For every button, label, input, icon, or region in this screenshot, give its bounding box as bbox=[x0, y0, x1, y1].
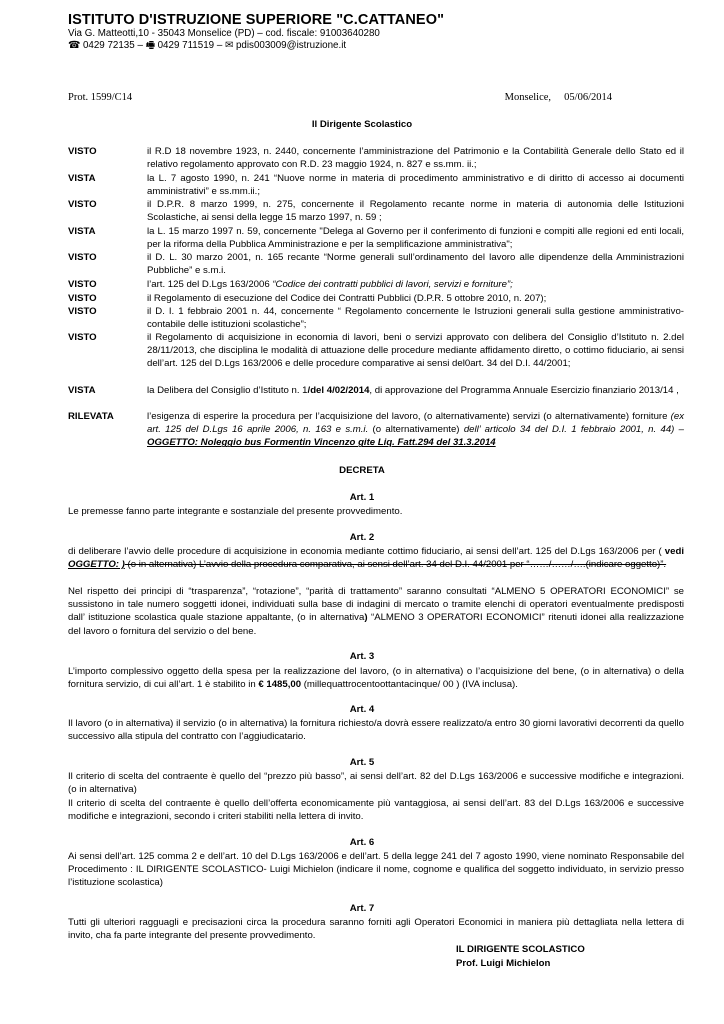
signature-role: IL DIRIGENTE SCOLASTICO bbox=[456, 944, 585, 955]
premise-key: VISTO bbox=[68, 332, 97, 343]
article-text-part: “ALMENO 3 OPERATORI ECONOMICI” ritenuti idonei alla realizzazione del lavoro o fornitura del servizio o del bene. bbox=[68, 612, 684, 637]
decreta-heading: DECRETA bbox=[339, 465, 385, 476]
article-text: Tutti gli ulteriori ragguagli e precisazioni circa la procedura saranno forniti agli Operatori Economici in maniera più dettagliata nella lettera di invito, cha fa parte integrante del presente provvedimento. bbox=[68, 917, 684, 942]
premise-text: la Delibera del Consiglio d’Istituto n. 1 bbox=[147, 385, 308, 396]
phone-icon: ☎ bbox=[68, 40, 81, 51]
premise-text: il R.D 18 novembre 1923, n. 2440, concernente l’amministrazione del Patrimonio e la Contabilità Generale dello Stato ed il relativo regolamento approvato con R.D. 23 maggio 1924, n. 827 e ss.mm. ii.; bbox=[147, 146, 684, 171]
premise-key: VISTA bbox=[68, 173, 96, 184]
premise-item bbox=[68, 410, 684, 450]
premise-text-italic: dell’ articolo 34 del D.I. 1 febbraio 2001, n. 44) – bbox=[463, 424, 684, 436]
amount: € 1485,00 bbox=[258, 679, 302, 691]
letterhead bbox=[68, 12, 444, 52]
article-text-part: L’importo complessivo oggetto della spesa per la realizzazione del lavoro, (o in alternativa) o l’acquisizione del bene, (o in alternativa) o della fornitura servizio, di cui all’art. 1 è stabilito in bbox=[68, 666, 684, 691]
premise-item bbox=[68, 384, 684, 397]
signature-name: Prof. Luigi Michielon bbox=[456, 957, 551, 969]
premise-key: VISTA bbox=[68, 226, 96, 237]
article-title: Art. 3 bbox=[349, 651, 375, 662]
article-text: Il lavoro (o in alternativa) il servizio (o in alternativa) la fornitura richiesto/a dovrà essere realizzato/a entro 30 giorni lavorativi decorrenti da quello successivo alla stipula del contratto con l’aggiudicatario. bbox=[68, 718, 684, 743]
phone-number: 0429 72135 bbox=[82, 40, 135, 51]
premise-key: VISTO bbox=[68, 279, 97, 290]
signature-block bbox=[456, 943, 585, 970]
article-text bbox=[68, 585, 684, 638]
premise-item bbox=[68, 145, 684, 171]
article-title: Art. 1 bbox=[349, 492, 375, 503]
article-title: Art. 2 bbox=[349, 532, 375, 543]
place-date bbox=[505, 92, 612, 103]
separator: – bbox=[216, 40, 223, 51]
fax-icon: 🖷 bbox=[145, 40, 155, 51]
article-text: Ai sensi dell’art. 125 comma 2 e dell’art. 10 del D.Lgs 163/2006 e dell’art. 5 della legge 241 del 7 agosto 1990, viene nominato Responsabile del Procedimento : IL DIRIGENTE SCOLASTICO- Luigi Michielon (indicare il nome, cognome e qualifica del soggetto individuato, in servizio presso l’istituzione scolastica) bbox=[68, 851, 684, 889]
mail-icon: ✉ bbox=[225, 40, 234, 51]
premise-text: il Regolamento di esecuzione del Codice dei Contratti Pubblici (D.P.R. 5 ottobre 2010, n. 207); bbox=[147, 293, 547, 304]
article-text-part: (millequattrocentoottantacinque/ 00 ) (IVA inclusa). bbox=[301, 679, 518, 691]
premise-text: la L. 7 agosto 1990, n. 241 “Nuove norme in materia di procedimento amministrativo e di diritto di accesso ai documenti amministrativi” e ss.mm.ii.; bbox=[147, 173, 684, 198]
document-title: Il Dirigente Scolastico bbox=[311, 119, 413, 130]
premise-text: , di approvazione del Programma Annuale Esercizio finanziario 2013/14 , bbox=[369, 385, 679, 396]
school-name: ISTITUTO D'ISTRUZIONE SUPERIORE "C.CATTANEO" bbox=[68, 12, 445, 28]
subject-placeholder: OGGETTO: ) bbox=[68, 559, 125, 571]
premise-text-bold: /del bbox=[307, 385, 327, 396]
premise-text: il D. L. 30 marzo 2001, n. 165 recante “Norme generali sull’ordinamento del lavoro alle dipendenze della Amministrazioni Pubbliche” e s.m.i. bbox=[147, 252, 684, 277]
protocol-number: Prot. 1599/C14 bbox=[68, 92, 133, 103]
premise-item bbox=[68, 251, 684, 277]
subject-line: OGGETTO: Noleggio bus Formentin Vincenzo gite Liq. Fatt.294 del 31.3.2014 bbox=[147, 437, 496, 449]
article-text: Il criterio di scelta del contraente è quello dell’offerta economicamente più vantaggiosa, ai sensi dell’art. 83 del D.Lgs 163/2006 e successive modifiche e integrazioni, secondo i criteri stabiliti nella lettera di invito. bbox=[68, 798, 684, 823]
premise-item bbox=[68, 278, 684, 291]
article-text: Il criterio di scelta del contraente è quello del “prezzo più basso”, ai sensi dell’art. 82 del D.Lgs 163/2006 e successive modifiche e integrazioni. (o in alternativa) bbox=[68, 771, 684, 796]
article-title: Art. 7 bbox=[349, 903, 375, 914]
premise-item bbox=[68, 225, 684, 251]
article-title: Art. 6 bbox=[349, 837, 375, 848]
premise-key: VISTO bbox=[68, 146, 97, 157]
premise-text: l’art. 125 del D.Lgs 163/2006 bbox=[147, 279, 273, 290]
school-address: Via G. Matteotti,10 - 35043 Monselice (PD) – cod. fiscale: 91003640280 bbox=[68, 28, 380, 39]
premise-key: VISTA bbox=[68, 385, 96, 396]
premise-item bbox=[68, 331, 684, 371]
article-text bbox=[68, 665, 684, 691]
premise-key: VISTO bbox=[68, 306, 97, 317]
premise-text: la L. 15 marzo 1997 n. 59, concernente "Delega al Governo per il conferimento di funzioni e compiti alle regioni ed enti locali, per la riforma della Pubblica Amministrazione e per la semplificazione amministrativa"; bbox=[147, 226, 684, 251]
article-text bbox=[68, 545, 684, 571]
premise-text: il D.P.R. 8 marzo 1999, n. 275, concernente il Regolamento recante norme in materia di autonomia delle Istituzioni Scolastiche, ai sensi della legge 15 marzo 1997, n. 59 ; bbox=[147, 199, 684, 224]
premise-item bbox=[68, 172, 684, 198]
premise-date: 4/02/2014 bbox=[326, 385, 370, 396]
email-address: pdis003009@istruzione.it bbox=[235, 40, 347, 51]
contact-line bbox=[68, 40, 444, 52]
date: 05/06/2014 bbox=[564, 92, 612, 103]
article-text: Le premesse fanno parte integrante e sostanziale del presente provvedimento. bbox=[68, 506, 403, 517]
premise-law-title: “Codice dei contratti pubblici di lavori, servizi e forniture”; bbox=[272, 279, 513, 290]
premise-item bbox=[68, 305, 684, 331]
article-title: Art. 4 bbox=[349, 704, 375, 715]
premise-item bbox=[68, 292, 684, 305]
premise-text: (o alternativamente) bbox=[368, 424, 464, 436]
article-text-bold: vedi bbox=[664, 546, 684, 557]
premise-key: RILEVATA bbox=[68, 411, 114, 422]
premise-text-italic: (ex art. 125 del D.Lgs 16 aprile 2006, n. 163 e s.m.i. bbox=[147, 411, 684, 436]
premise-key: VISTO bbox=[68, 199, 97, 210]
premise-text: il Regolamento di acquisizione in economia di lavori, beni o servizi approvato con delibera del Consiglio d’Istituto n. 2.del 28/11/2013, che disciplina le modalità di attuazione delle procedure mediante affidamento diretto, o cottimo fiduciario, ai sensi dell’art. 125 del D.Lgs 163/2006 e delle procedure comparative ai sensi del0art. 34 del D.I. 44/2001; bbox=[147, 332, 684, 370]
premise-text: il D. I. 1 febbraio 2001 n. 44, concernente “ Regolamento concernente le Istruzioni generali sulla gestione amministrativo-contabile delle istituzioni scolastiche”; bbox=[147, 306, 684, 331]
premise-item bbox=[68, 198, 684, 224]
article-text-bold: ) bbox=[364, 612, 368, 624]
article-text-part: Nel rispetto dei principi di “trasparenza”, “rotazione”, “parità di trattamento” saranno consultati “ALMENO 5 OPERATORI ECONOMICI” se sussistono in tale numero soggetti idonei, individuati sulla base di indagini di mercato o tramite elenchi di operatori eventualmente predisposti dall’ istituzione scolastica quale stazione appaltante, (o in alternativa bbox=[68, 586, 684, 624]
article-text-part: di deliberare l’avvio delle procedure di acquisizione in economia mediante cottimo fiduciario, ai sensi dell’art. 125 del D.Lgs 163/2006 per ( bbox=[68, 546, 665, 557]
fax-number: 0429 711519 bbox=[157, 40, 215, 51]
premise-key: VISTO bbox=[68, 293, 97, 304]
premise-key: VISTO bbox=[68, 252, 97, 263]
separator: – bbox=[137, 40, 143, 51]
place: Monselice, bbox=[504, 92, 552, 103]
premise-text: l’esigenza di esperire la procedura per l’acquisizione del lavoro, (o alternativamente) servizi (o alternativamente) forniture bbox=[147, 411, 671, 422]
struck-text: (o in alternativa) L’avvio della procedura comparativa, ai sensi dell’art. 34 del D.I. 44/2001 per “……/……/….(indicare oggetto)”. bbox=[124, 559, 667, 571]
article-title: Art. 5 bbox=[349, 757, 375, 768]
